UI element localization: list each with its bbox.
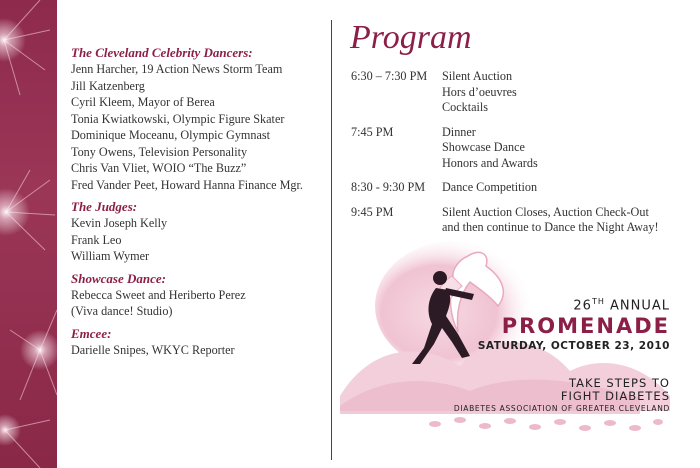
dancer-item: Tony Owens, Television Personality bbox=[71, 144, 248, 159]
schedule-row bbox=[351, 125, 691, 172]
section-heading-dancers: The Cleveland Celebrity Dancers: bbox=[71, 45, 253, 60]
schedule-event: Honors and Awards bbox=[442, 155, 538, 170]
schedule-event: Showcase Dance bbox=[442, 140, 525, 154]
schedule-row bbox=[351, 69, 691, 116]
showcase-item: (Viva dance! Studio) bbox=[71, 304, 173, 318]
dancer-item: Jill Katzenberg bbox=[71, 78, 145, 93]
section-heading-judges: The Judges: bbox=[71, 199, 138, 214]
schedule-event: Hors d’oeuvres bbox=[442, 84, 517, 99]
emcee-item: Darielle Snipes, WKYC Reporter bbox=[71, 342, 235, 357]
annual-ordinal: TH bbox=[591, 297, 605, 306]
decorative-sidebar-band bbox=[0, 0, 57, 468]
organization-name: DIABETES ASSOCIATION OF GREATER CLEVELAND bbox=[453, 404, 670, 413]
event-date: SATURDAY, OCTOBER 23, 2010 bbox=[477, 340, 670, 352]
judge-item: Frank Leo bbox=[71, 232, 122, 247]
credits-column bbox=[71, 44, 331, 358]
schedule-events bbox=[442, 69, 517, 116]
schedule-events bbox=[442, 125, 538, 172]
column-divider bbox=[331, 20, 332, 460]
schedule-event: Dinner bbox=[442, 124, 476, 139]
showcase-item: Rebecca Sweet and Heriberto Perez bbox=[71, 287, 246, 302]
dancer-item: Dominique Moceanu, Olympic Gymnast bbox=[71, 128, 271, 142]
judge-item: William Wymer bbox=[71, 249, 150, 263]
annual-word: ANNUAL bbox=[604, 298, 670, 314]
dancer-item: Fred Vander Peet, Howard Hanna Finance Mgr. bbox=[71, 177, 303, 192]
section-heading-showcase: Showcase Dance: bbox=[71, 270, 166, 286]
dancer-item: Chris Van Vliet, WOIO “The Buzz” bbox=[71, 161, 247, 175]
starburst-decoration bbox=[0, 0, 57, 468]
schedule-events bbox=[442, 180, 537, 196]
schedule-time: 9:45 PM bbox=[351, 204, 394, 219]
schedule-event: Silent Auction Closes, Auction Check-Out bbox=[442, 204, 649, 219]
section-heading-emcee: Emcee: bbox=[71, 325, 112, 341]
dancer-item: Cyril Kleem, Mayor of Berea bbox=[71, 95, 215, 109]
tagline-line-1: TAKE STEPS TO bbox=[568, 376, 670, 390]
judge-item: Kevin Joseph Kelly bbox=[71, 216, 168, 230]
schedule-events bbox=[442, 205, 659, 236]
dancer-item: Jenn Harcher, 19 Action News Storm Team bbox=[71, 62, 283, 76]
schedule-time: 7:45 PM bbox=[351, 124, 394, 139]
schedule-event: Dance Competition bbox=[442, 180, 538, 194]
schedule-event: Cocktails bbox=[442, 100, 489, 114]
schedule-time: 8:30 - 9:30 PM bbox=[351, 180, 426, 194]
schedule-row bbox=[351, 205, 691, 236]
schedule-event: Silent Auction bbox=[442, 69, 513, 83]
annual-number: 26 bbox=[573, 298, 592, 314]
schedule-event: and then continue to Dance the Night Away! bbox=[442, 220, 659, 234]
program-schedule bbox=[351, 69, 691, 245]
annual-label bbox=[510, 297, 670, 313]
schedule-time: 6:30 – 7:30 PM bbox=[351, 69, 428, 83]
tagline-line-2: FIGHT DIABETES bbox=[560, 389, 670, 403]
event-name: PROMENADE bbox=[501, 314, 670, 338]
dancer-item: Tonia Kwiatkowski, Olympic Figure Skater bbox=[71, 111, 285, 126]
schedule-row bbox=[351, 180, 691, 196]
program-title: Program bbox=[350, 19, 472, 56]
